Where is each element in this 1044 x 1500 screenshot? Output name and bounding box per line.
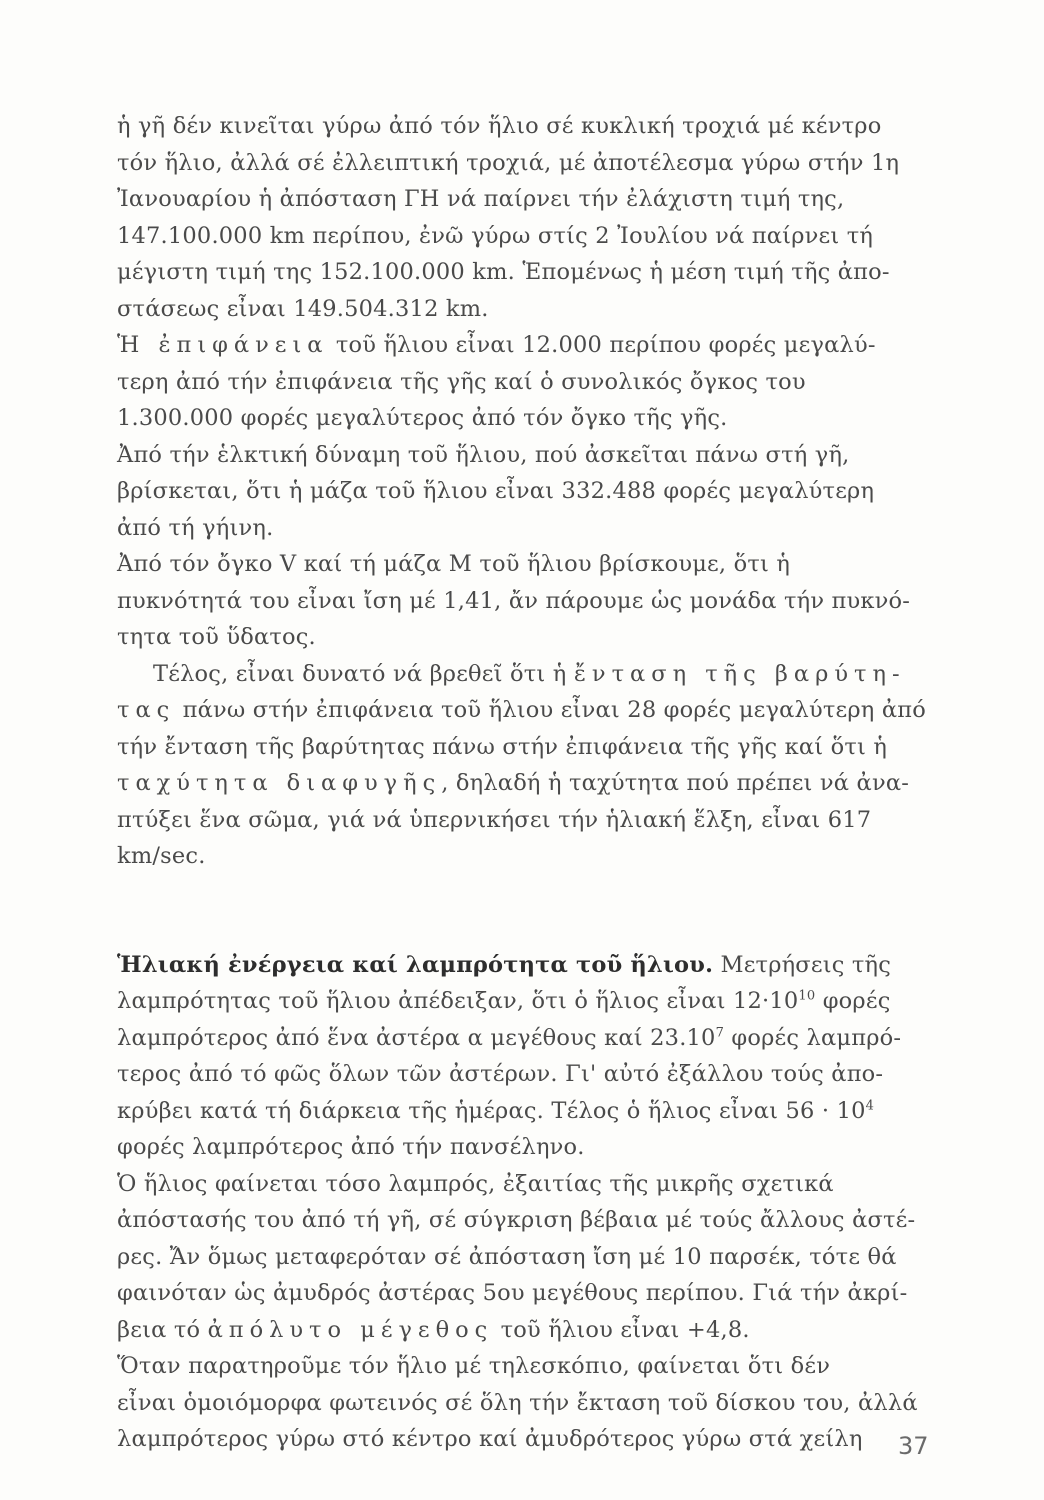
- text-line: Ἀπό τόν ὄγκο V καί τή μάζα Μ τοῦ ἥλιου βρίσκουμε, ὅτι ἡ: [117, 551, 791, 577]
- text-line: [117, 765, 929, 802]
- text-line: ρες. Ἄν ὅμως μεταφερόταν σέ ἀπόσταση ἴση μέ 10 παρσέκ, τότε θά: [117, 1243, 897, 1270]
- exponent: 4: [865, 1098, 875, 1113]
- section-gap: [117, 875, 929, 911]
- text-line: βρίσκεται, ὅτι ἡ μάζα τοῦ ἥλιου εἶναι 332.488 φορές μεγαλύτερη: [117, 478, 875, 504]
- text-line: στάσεως εἶναι 149.504.312 km.: [117, 295, 489, 322]
- spaced-term: ταχύτητα διαφυγῆς: [117, 770, 442, 796]
- text-line: [117, 692, 929, 729]
- text-run: Μετρήσεις τῆς: [713, 951, 892, 978]
- spaced-term: τας: [117, 697, 176, 723]
- text-run: κρύβει κατά τή διάρκεια τῆς ἡμέρας. Τέλος ὁ ἥλιος εἶναι 56 · 10: [117, 1097, 866, 1124]
- text-line: τερος ἀπό τό φῶς ὅλων τῶν ἀστέρων. Γι' αὐτό ἐξάλλου τούς ἀπο-: [117, 1061, 884, 1087]
- spaced-term: ἀπόλυτο μέγεθος: [207, 1316, 494, 1343]
- text-line: τερη ἀπό τήν ἐπιφάνεια τῆς γῆς καί ὁ συνολικός ὄγκος του: [117, 368, 806, 395]
- text-line: μέγιστη τιμή της 152.100.000 km. Ἑπομένως ἡ μέση τιμή τῆς ἀπο-: [117, 259, 890, 285]
- text-line: τήν ἔνταση τῆς βαρύτητας πάνω στήν ἐπιφάνεια τῆς γῆς καί ὅτι ἡ: [117, 733, 888, 760]
- text-line: λαμπρότερος γύρω στό κέντρο καί ἀμυδρότερος γύρω στά χείλη: [117, 1426, 863, 1452]
- text-line: [117, 327, 929, 364]
- text-line: Ὁ ἥλιος φαίνεται τόσο λαμπρός, ἐξαιτίας τῆς μικρῆς σχετικά: [117, 1170, 834, 1197]
- text-run: πάνω στήν ἐπιφάνεια τοῦ ἥλιου εἶναι 28 φορές μεγαλύτερη ἀπό: [175, 697, 926, 723]
- text-line: [117, 1093, 929, 1130]
- text-line: Ἰανουαρίου ἡ ἀπόσταση ΓΗ νά παίρνει τήν ἐλάχιστη τιμή της,: [117, 186, 845, 212]
- text-line: 1.300.000 φορές μεγαλύτερος ἀπό τόν ὄγκο τῆς γῆς.: [117, 405, 728, 431]
- text-run: φορές λαμπρό-: [724, 1024, 902, 1051]
- text-line: ἀπόστασής του ἀπό τή γῆ, σέ σύγκριση βέβαια μέ τούς ἄλλους ἀστέ-: [117, 1207, 916, 1233]
- text-run: λαμπρότερος ἀπό ἕνα ἀστέρα α μεγέθους καί 23.10: [117, 1024, 716, 1051]
- text-line: πτύξει ἕνα σῶμα, γιά νά ὑπερνικήσει τήν ἡλιακή ἕλξη, εἶναι 617: [117, 806, 872, 833]
- body-text: [117, 108, 929, 1458]
- text-line: [117, 1312, 929, 1349]
- spaced-term: Ἡ ἐπιφάνεια: [117, 332, 329, 358]
- text-line: [117, 947, 929, 984]
- exponent: 10: [798, 988, 816, 1004]
- text-run: Τέλος, εἶναι δυνατό νά βρεθεῖ ὅτι ἡ: [153, 660, 574, 687]
- text-run: τοῦ ἥλιου εἶναι +4,8.: [493, 1316, 750, 1343]
- text-line: Ἀπό τήν ἑλκτική δύναμη τοῦ ἥλιου, πού ἀσκεῖται πάνω στή γῆ,: [117, 441, 850, 468]
- text-line: [117, 1020, 929, 1057]
- exponent: 7: [715, 1025, 725, 1040]
- text-line: ἀπό τή γήινη.: [117, 514, 274, 541]
- text-line: km/sec.: [117, 843, 206, 869]
- text-line: τόν ἥλιο, ἀλλά σέ ἐλλειπτική τροχιά, μέ ἀποτέλεσμα γύρω στήν 1η: [117, 149, 900, 176]
- text-line: εἶναι ὁμοιόμορφα φωτεινός σέ ὅλη τήν ἔκταση τοῦ δίσκου του, ἀλλά: [117, 1389, 918, 1416]
- page-number: 37: [898, 1432, 929, 1460]
- text-run: φορές: [815, 988, 891, 1014]
- text-line: φορές λαμπρότερος ἀπό τήν πανσέληνο.: [117, 1134, 585, 1160]
- text-line: ἡ γῆ δέν κινεῖται γύρω ἀπό τόν ἥλιο σέ κυκλική τροχιά μέ κέντρο: [117, 113, 882, 139]
- text-line: [117, 656, 929, 693]
- text-line: τητα τοῦ ὕδατος.: [117, 624, 316, 650]
- spaced-term: ἔνταση τῆς βαρύτη-: [573, 660, 906, 687]
- text-run: , δηλαδή ἡ ταχύτητα πού πρέπει νά ἀνα-: [441, 770, 910, 796]
- section-heading: Ἡλιακή ἐνέργεια καί λαμπρότητα τοῦ ἥλιου.: [117, 951, 714, 978]
- text-line: Ὅταν παρατηροῦμε τόν ἥλιο μέ τηλεσκόπιο, φαίνεται ὅτι δέν: [117, 1353, 831, 1379]
- text-run: λαμπρότητας τοῦ ἥλιου ἀπέδειξαν, ὅτι ὁ ἥλιος εἶναι 12·10: [117, 988, 799, 1014]
- text-run: βεια τό: [117, 1316, 208, 1343]
- text-run: τοῦ ἥλιου εἶναι 12.000 περίπου φορές μεγαλύ-: [328, 332, 876, 358]
- section-gap: [117, 911, 929, 947]
- text-line: φαινόταν ὡς ἀμυδρός ἀστέρας 5ου μεγέθους περίπου. Γιά τήν ἀκρί-: [117, 1280, 908, 1306]
- text-line: [117, 983, 929, 1020]
- text-line: 147.100.000 km περίπου, ἐνῶ γύρω στίς 2 Ἰουλίου νά παίρνει τή: [117, 222, 874, 249]
- text-line: πυκνότητά του εἶναι ἴση μέ 1,41, ἄν πάρουμε ὡς μονάδα τήν πυκνό-: [117, 587, 911, 614]
